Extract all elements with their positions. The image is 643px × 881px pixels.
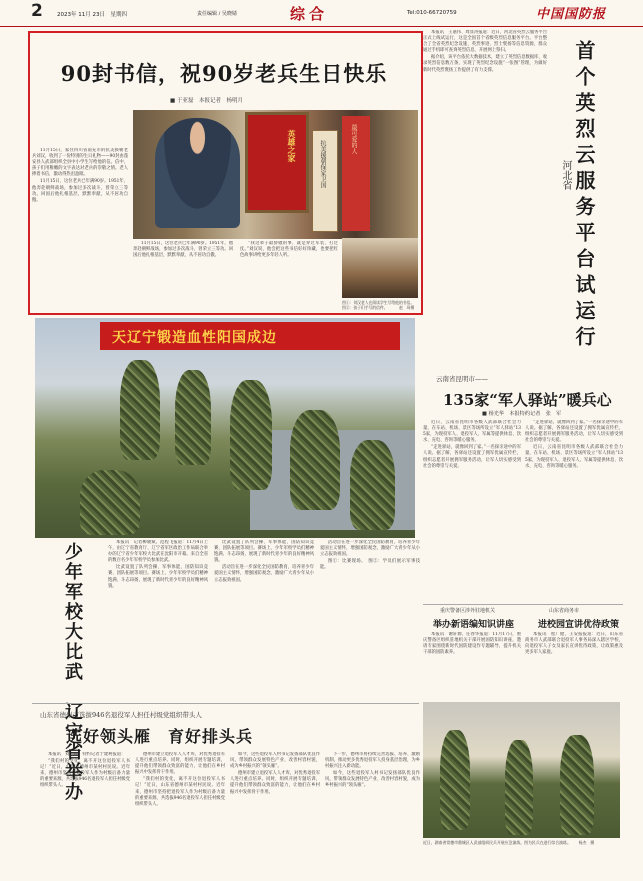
photo-frame [245, 112, 309, 213]
photo-soldier [230, 380, 272, 490]
divider [423, 604, 623, 605]
photo-soldier [290, 410, 340, 510]
photo-person [155, 118, 240, 228]
article-column: 本报讯 刘为鹏、特约记者于建利报道： “我们村的变化，离不开这位退役军人书记！”近日，山东省德州市某村村民说。近年来，德州市坚持把退役军人作为村级后备力量的重要来源，共选拔946名退役军人担任村级党组织带头人。 [40, 752, 130, 789]
photo-soldier [350, 440, 395, 530]
article-column: 如今，这些退役军人村书记发扬部队优良作风，带领群众发展特色产业、改善村容村貌，成为乡村振兴的“领头雁”。 德州市建立退役军人人才库，对优秀退役军人进行重点培养。同时，组织开展专题培训，提升他们带领群众致富的能力，让他们在乡村振兴中发挥骨干作用。 [230, 752, 320, 795]
kicker: 山东省商务市 [549, 608, 580, 614]
photo-soldier [505, 740, 533, 835]
article-column: “走进驿站，就像回到了家。”一名探亲途中的军人说。据了解，各驿站还设置了拥军优属宣传栏，组织志愿者开展拥军服务活动，让军人切实感受到社会的尊崇与关爱。 近日，云南省昆明市各级人武部联合社会力量，在车站、机场、景区等场所设立“军人驿站”135家，为现役军人、退役军人、军属等提供休息、饮水、充电、咨询等暖心服务。 [525, 420, 623, 469]
article-column: 比武设置了队列会操、军事体能、国防知识竞赛、团队拓展等项目。赛场上，少年军校学员们精神饱满、斗志昂扬，展现了新时代青少年的良好精神风貌。 活动旨在进一步深化全民国防教育，培养青少年爱国主义情怀，增强国防观念，激励广大青少年从小立志报效祖国。 [214, 540, 314, 583]
article-column: 11月15日，家住四川省南充市的抗美援朝老兵刘汉，收到了一份特别的生日礼物——90封由蓬安县人武部组织全县中小学生写给他的信。信中，孩子们用稚嫩的文字表达对老兵的崇敬之情。老人捧着书信，激动得热泪盈眶。 11月15日，这位老兵已年满90岁。1951年，他奔赴朝鲜战场，参加过多次战斗，曾荣立三等功。回国后他扎根基层，默默奉献，从不居功自傲。 [32, 148, 128, 203]
scroll-text: 抗美援朝保家卫国 [319, 140, 326, 188]
article-column: 近日，云南省昆明市各级人武部联合社会力量，在车站、机场、景区等场所设立“军人驿站”135家，为现役军人、退役军人、军属等提供休息、饮水、充电、咨询等暖心服务。 “走进驿站，就像回到了家。”一名探亲途中的军人说。据了解，各驿站还设置了拥军优属宣传栏，组织志愿者开展拥军服务活动，让军人切实感受到社会的尊崇与关爱。 [423, 420, 521, 469]
headline-lecture: 举办新语编知识讲座 [433, 620, 515, 630]
article-column: 本报讯 程广健、王安报报道：近日，山东省商务市人武部联合退役军人事务局深入辖区学校，向退役军人子女及家长宣讲优待政策，让政策惠及更多军人家庭。 [525, 632, 623, 656]
inset-photo-letters [342, 238, 418, 298]
editor-credit: 责任编辑 / 吴晓婧 [197, 11, 237, 17]
byline: ■ 于亚磊 本报记者 杨明月 [170, 98, 243, 104]
photo-soldier [120, 360, 160, 460]
article-column: 本报讯 王嘉伟、周显涛报道：近日，河北省英烈云服务平台正式上线试运行，这是全国首个省级英烈信息服务平台。平台整合了全省英烈纪念设施、英烈事迹、烈士褒扬等信息资源，群众通过手机即可查询英烈信息、开展网上祭扫。 据介绍，该平台依托大数据技术，建立了英烈信息数据库，收录英烈信息数万条，实现了英烈纪念设施“一张图”管理，为做好新时代英烈褒扬工作提供了有力支撑。 [423, 30, 547, 73]
article-column: 11月15日，这位老兵已年满90岁。1951年，他奔赴朝鲜战场，参加过多次战斗，曾荣立三等功。回国后他扎根基层，默默奉献，从不居功自傲。 [133, 241, 233, 259]
headline-stations: 135家“军人驿站”暖兵心 [443, 391, 612, 409]
byline: ■ 杨光华 本报特约记者 张 军 [482, 411, 562, 417]
headline-leaders: 选好领头雁 育好排头兵 [66, 727, 254, 746]
section-title: 综合 [290, 5, 329, 23]
headline-military-school: 少年军校大比武 辽宁省举办 [62, 542, 83, 802]
headline-location: 河北省 [560, 160, 571, 190]
photo-soldier [560, 735, 594, 835]
headline-policy: 进校园宣讲优待政策 [538, 620, 620, 630]
headline-birthday: 90封书信，祝90岁老兵生日快乐 [60, 61, 388, 86]
newspaper-logo: 中国国防报 [536, 7, 607, 22]
banner-text: 天辽宁锻造血性阳国成边 [112, 330, 277, 346]
article-column: 德州市建立退役军人人才库，对优秀退役军人进行重点培养。同时，组织开展专题培训，提升他们带领群众致富的能力，让他们在乡村振兴中发挥骨干作用。 “我们村的变化，离不开这位退役军人书记！”近日，山东省德州市某村村民说。近年来，德州市坚持把退役军人作为村级后备力量的重要来源，共选拔946名退役军人担任村级党组织带头人。 [135, 752, 225, 807]
frame-text: 英雄之家 [287, 130, 297, 162]
kicker: 云南省昆明市—— [436, 375, 488, 383]
kicker: 山东省德州市选拔946名退役军人担任村级党组织带头人 [40, 711, 202, 719]
photo-soldier [440, 730, 470, 830]
divider [32, 703, 419, 704]
headline-heroes-platform: 首个英烈云服务平台试运行 [572, 40, 596, 352]
phone-number: Tel:010-66720759 [407, 10, 457, 16]
photo-caption: 图①：刘汉老人在阅读学生写给他的书信。 图②：孩子们手写的信件。 赵 珂摄 [342, 300, 426, 310]
photo-caption: 近日，湖南省常德市鼎城区人武部组织民兵开展应急演练。图为民兵在进行综合演练。 杨杰 摄 [423, 840, 595, 845]
article-column: 活动旨在进一步深化全民国防教育，培养青少年爱国主义情怀，增强国防观念，激励广大青少年从小立志报效祖国。 图①：比赛现场。 图②：学员们展示军事技能。 [320, 540, 420, 571]
photo-soldier [175, 370, 211, 465]
article-column: 下一步，德州市将持续完善选拔、培养、激励机制，推动更多优秀退役军人投身基层治理，为乡村振兴注入新动能。 如今，这些退役军人村书记发扬部队优良作风，带领群众发展特色产业、改善村容村貌，成为乡村振兴的“领头雁”。 [325, 752, 420, 789]
kicker: 重庆警备区涉外驻地机关 [440, 608, 496, 614]
article-column: “我这辈子最骄傲的事，就是穿过军装、打过仗。”刘汉说，他会把这些书信好好珍藏，也要把红色故事讲给更多年轻人听。 [240, 241, 338, 259]
page-number: 2 [31, 1, 43, 21]
scroll2-text: 最可爱的人 [350, 124, 357, 154]
issue-date: 2023年 11月 23日 星期四 [57, 12, 127, 18]
article-column: 本报讯 记者柳晓斌、范程飞报道：11月4日上午，由辽宁省教育厅、辽宁省军区政治工作局联合举办的辽宁省少年军校大比武在沈阳市开幕。来自全省的数百名少年军校学员参加比武。 比武设置了队列会操、军事体能、国防知识竞赛、团队拓展等项目。赛场上，少年军校学员们精神饱满、斗志昂扬，展现了新时代青少年的良好精神风貌。 [108, 540, 208, 589]
photo-soldier [80, 470, 140, 535]
article-column: 本报讯 谢轩源、任春华报道：11月17日，重庆警备区组织驻地机关干部开展国防知识讲座，邀请专家围绕新时代国防建设作专题辅导，提升机关干部的国防素养。 [423, 632, 521, 656]
